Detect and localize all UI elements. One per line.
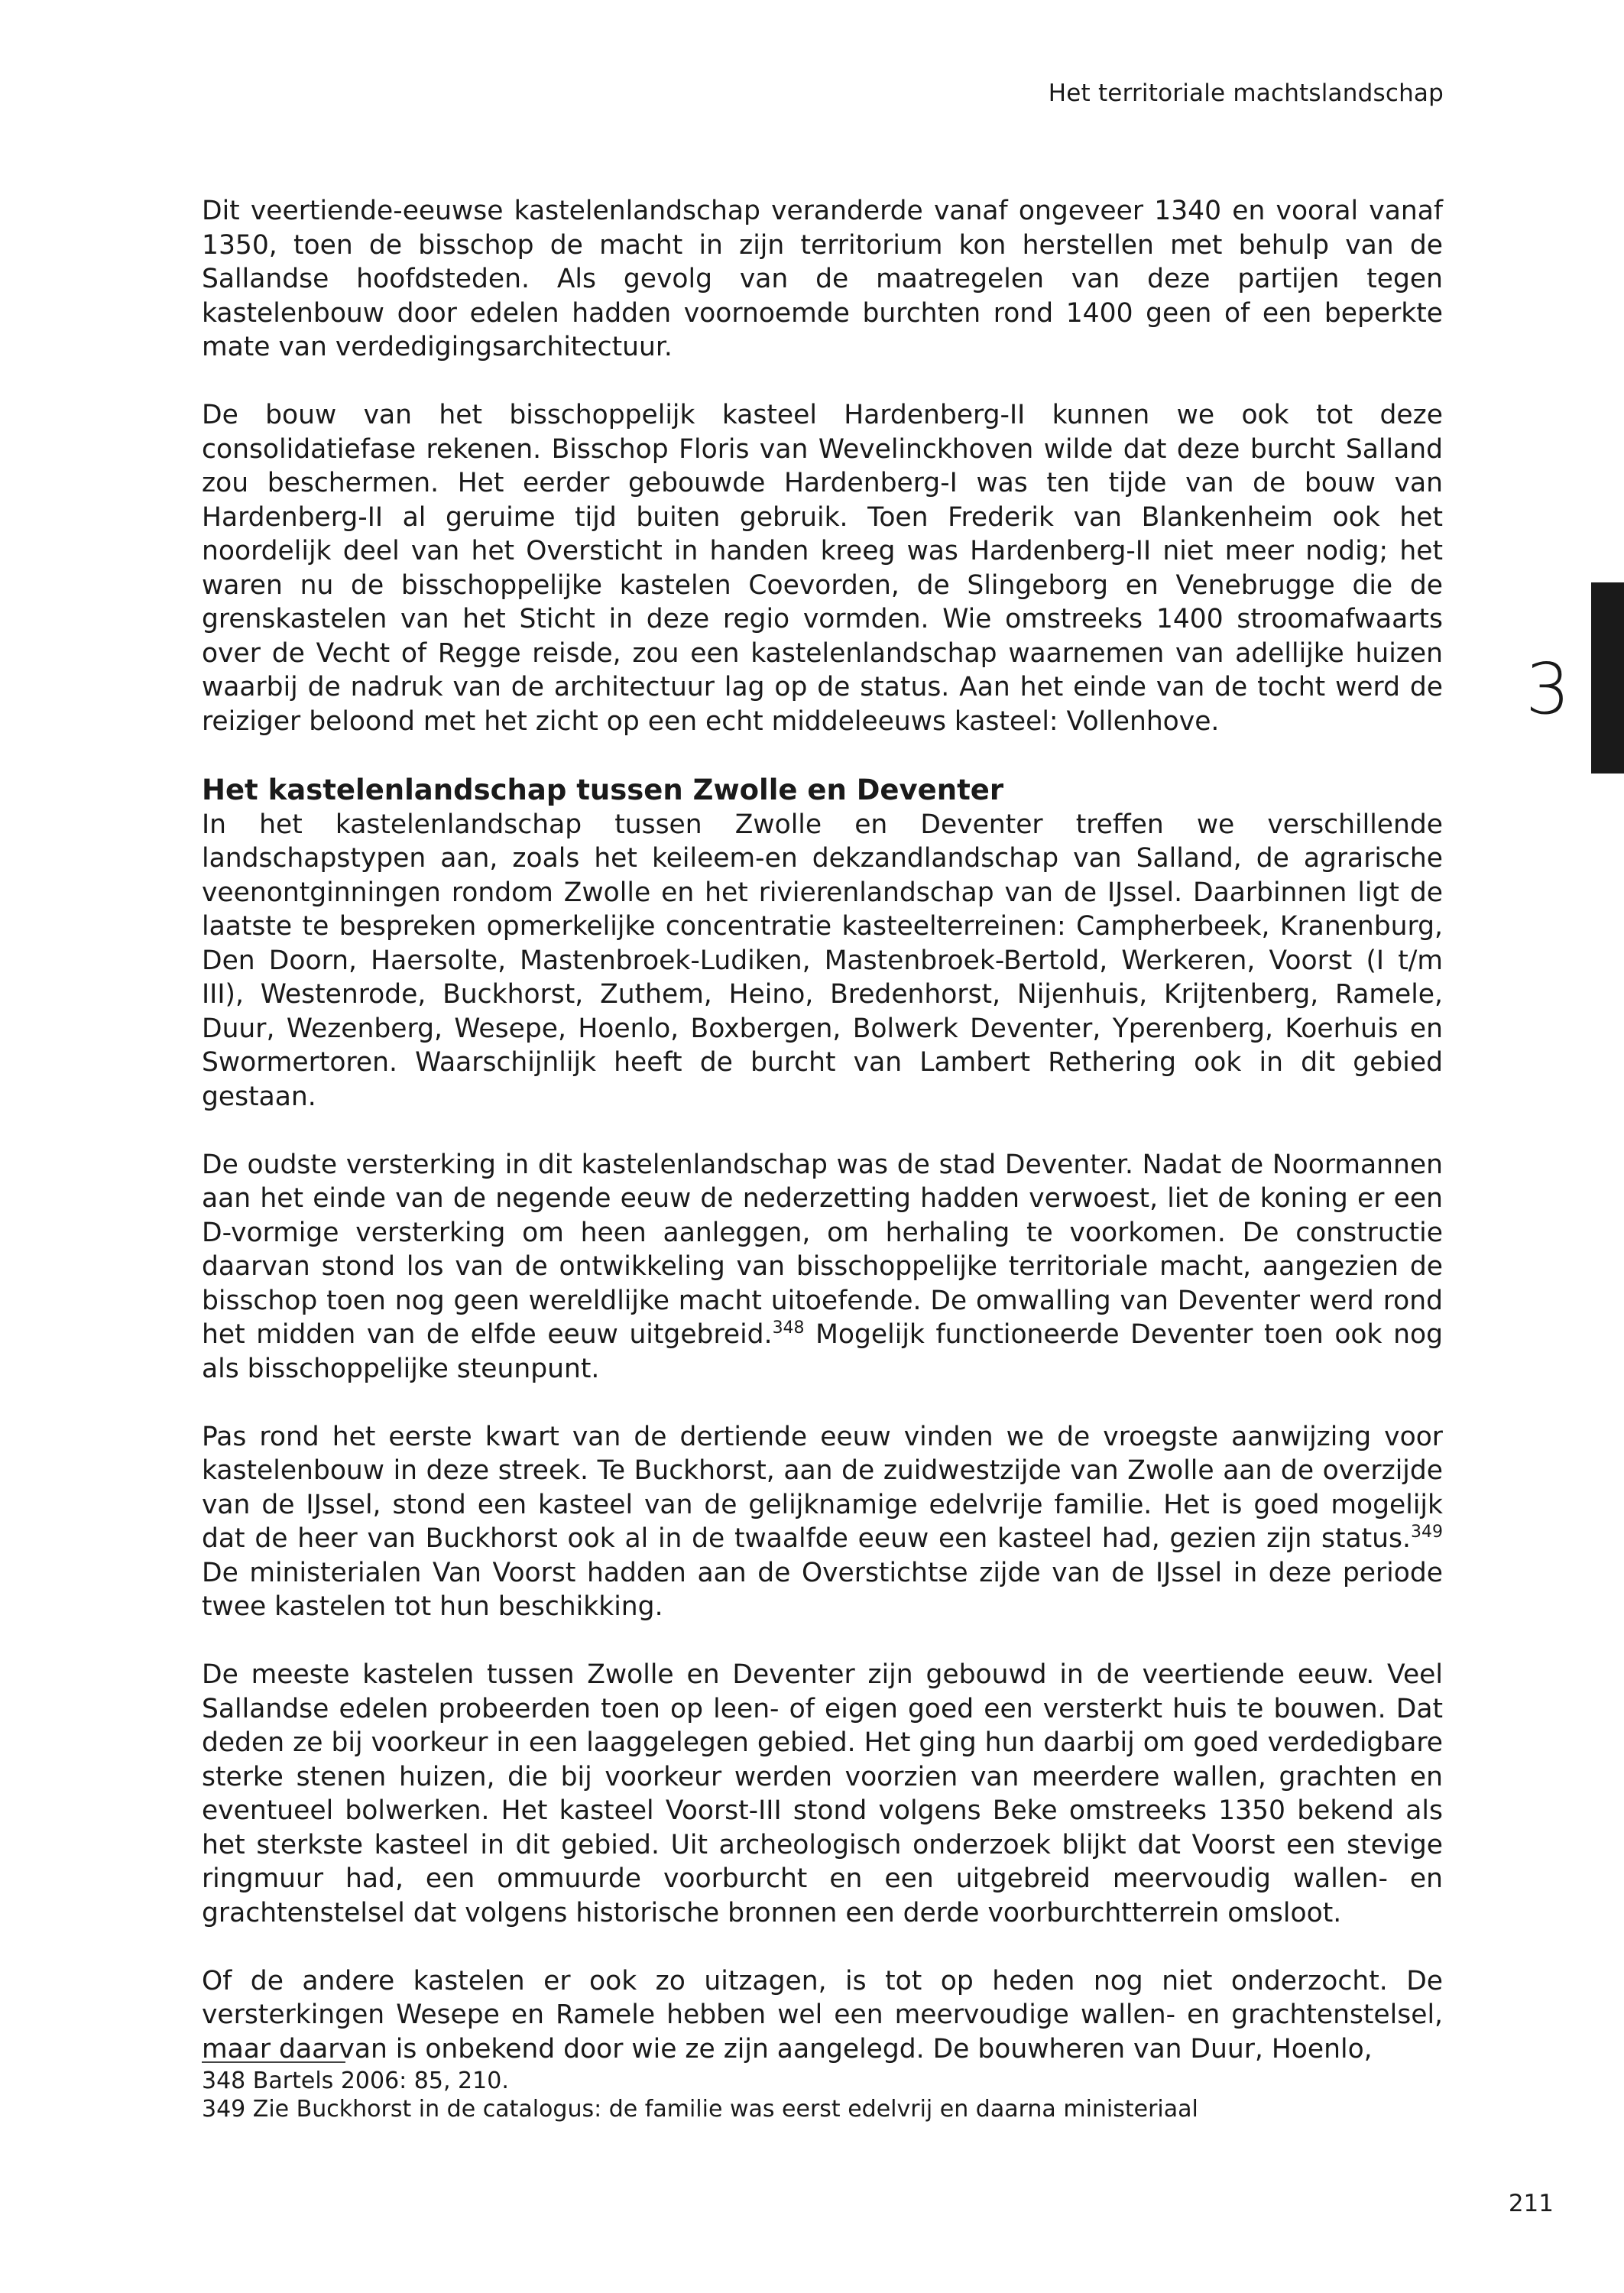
section-heading: Het kastelenlandschap tussen Zwolle en Deventer [202,773,1004,806]
footnote-348: 348 Bartels 2006: 85, 210. [202,2068,509,2094]
footnote-349: 349 Zie Buckhorst in de catalogus: de familie was eerst edelvrij en daarna ministeriaal [202,2096,1198,2123]
paragraph-3: In het kastelenlandschap tussen Zwolle en Deventer treffen we verschillende landschapstypen aan, zoals het keileem-en dekzandlandschap van Salland, de agrarische veenontginningen rondom Zwolle en het rivierenlandschap van de IJssel. Daarbinnen ligt de laatste te bespreken opmerkelijke concentratie kasteelterreinen: Campherbeek, Kranenburg, Den Doorn, Haersolte, Mastenbroek-Ludiken, Mastenbroek-Bertold, Werkeren, Voorst (I t/m III), Westenrode, Buckhorst, Zuthem, Heino, Bredenhorst, Nijenhuis, Krijtenberg, Ramele, Duur, Wezenberg, Wesepe, Hoenlo, Boxbergen, Bolwerk Deventer, Yperenberg, Koerhuis en Swormertoren. Waarschijnlijk heeft de burcht van Lambert Rethering ook in dit gebied gestaan. [202,809,1443,1112]
paragraph-5 [202,1420,1443,1624]
running-header: Het territoriale machtslandschap [1048,79,1444,107]
paragraph-4 [202,1148,1443,1387]
paragraph-1: Dit veertiende-eeuwse kastelenlandschap veranderde vanaf ongeveer 1340 en vooral vanaf 1350, toen de bisschop de macht in zijn territorium kon herstellen met behulp van de Sallandse hoofdsteden. Als gevolg van de maatregelen van deze partijen tegen kastelenbouw door edelen hadden voornoemde burchten rond 1400 geen of een beperkte mate van verdedigingsarchitectuur. [202,196,1443,362]
chapter-tab [1591,582,1624,774]
page-number: 211 [1508,2190,1554,2217]
body-text [202,194,1443,2066]
paragraph-4-text-cont: Mogelijk functioneerde Deventer toen ook nog als bisschoppelijke steunpunt. [202,1319,1443,1384]
paragraph-5-text: Pas rond het eerste kwart van de dertiende eeuw vinden we de vroegste aanwijzing voor kastelenbouw in deze streek. Te Buckhorst, aan de zuidwestzijde van Zwolle aan de overzijde van de IJssel, stond een kasteel van de gelijknamige edelvrije familie. Het is goed mogelijk dat de heer van Buckhorst ook al in de twaalfde eeuw een kasteel had, gezien zijn status. [202,1421,1443,1554]
footnote-divider [202,2061,345,2063]
footnotes [202,2067,1443,2123]
paragraph-4-text: De oudste versterking in dit kastelenlandschap was de stad Deventer. Nadat de Noormannen aan het einde van de negende eeuw de nederzetting hadden verwoest, liet de koning er een D-vormige versterking om heen aanleggen, om herhaling te voorkomen. De constructie daarvan stond los van de ontwikkeling van bisschoppelijke territoriale macht, aangezien de bisschop toen nog geen wereldlijke macht uitoefende. De omwalling van Deventer werd rond het midden van de elfde eeuw uitgebreid. [202,1149,1443,1350]
footnote-ref-348[interactable]: 348 [772,1318,805,1338]
chapter-number: 3 [1525,648,1571,730]
paragraph-5-text-cont: De ministerialen Van Voorst hadden aan de Overstichtse zijde van de IJssel in deze periode twee kastelen tot hun beschikking. [202,1557,1443,1622]
footnote-ref-349[interactable]: 349 [1411,1523,1443,1542]
paragraph-6: De meeste kastelen tussen Zwolle en Deventer zijn gebouwd in de veertiende eeuw. Veel Sallandse edelen probeerden toen op leen- of eigen goed een versterkt huis te bouwen. Dat deden ze bij voorkeur in een laaggelegen gebied. Het ging hun daarbij om goed verdedigbare sterke stenen huizen, die bij voorkeur werden voorzien van meerdere wallen, grachten en eventueel bolwerken. Het kasteel Voorst-III stond volgens Beke omstreeks 1350 bekend als het sterkste kasteel in dit gebied. Uit archeologisch onderzoek blijkt dat Voorst een stevige ringmuur had, een ommuurde voorburcht en een uitgebreid meervoudig wallen- en grachtenstelsel dat volgens historische bronnen een derde voorburchtterrein omsloot. [202,1659,1443,1928]
paragraph-2: De bouw van het bisschoppelijk kasteel Hardenberg-II kunnen we ook tot deze consolidatiefase rekenen. Bisschop Floris van Wevelinckhoven wilde dat deze burcht Salland zou beschermen. Het eerder gebouwde Hardenberg-I was ten tijde van de bouw van Hardenberg-II al geruime tijd buiten gebruik. Toen Frederik van Blankenheim ook het noordelijk deel van het Oversticht in handen kreeg was Hardenberg-II niet meer nodig; het waren nu de bisschoppelijke kastelen Coevorden, de Slingeborg en Venebrugge die de grenskastelen van het Sticht in deze regio vormden. Wie omstreeks 1400 stroomafwaarts over de Vecht of Regge reisde, zou een kastelenlandschap waarnemen van adellijke huizen waarbij de nadruk van de architectuur lag op de status. Aan het einde van de tocht werd de reiziger beloond met het zicht op een echt middeleeuws kasteel: Vollenhove. [202,400,1443,737]
paragraph-7: Of de andere kastelen er ook zo uitzagen, is tot op heden nog niet onderzocht. De versterkingen Wesepe en Ramele hebben wel een meervoudige wallen- en grachtenstelsel, maar daarvan is onbekend door wie ze zijn aangelegd. De bouwheren van Duur, Hoenlo, [202,1965,1443,2064]
